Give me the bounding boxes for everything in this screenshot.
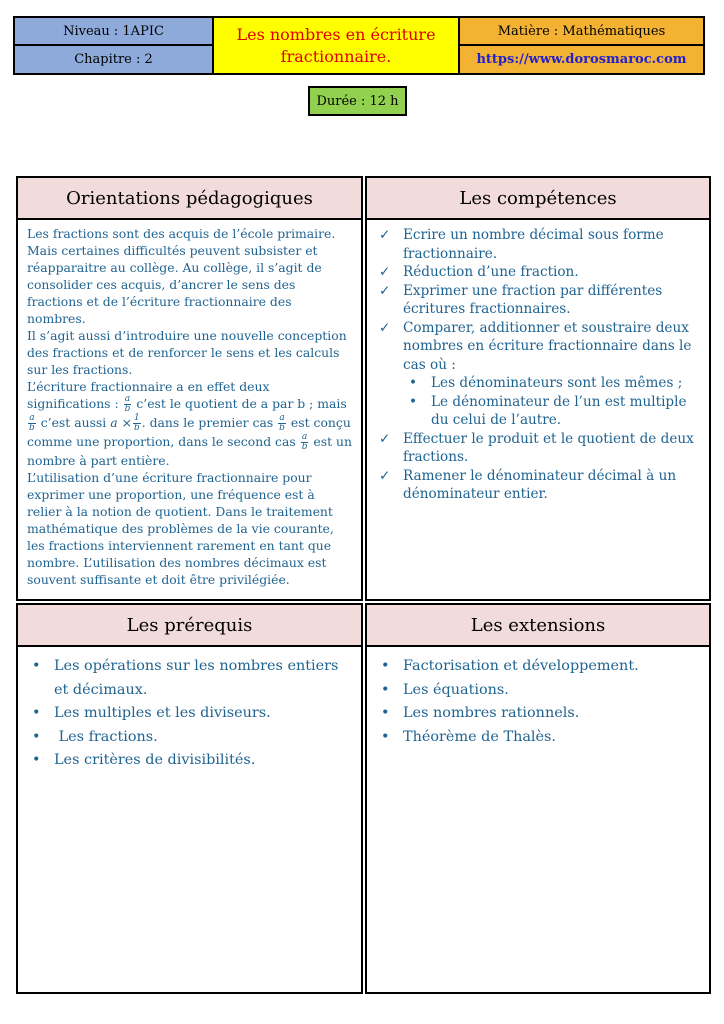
bullet-icon: • bbox=[32, 752, 41, 768]
list-item: • Factorisation et développement. bbox=[381, 655, 701, 679]
fraction-a-over-b: $\frac{a}{b}$ bbox=[29, 413, 35, 433]
list-item: ✓ Exprimer une fraction par différentes écritures fractionnaires. bbox=[379, 282, 663, 317]
duree-label: Durée : 12 h bbox=[316, 93, 399, 109]
check-icon: ✓ bbox=[379, 282, 391, 299]
chapitre-label: Chapitre : 2 bbox=[74, 52, 153, 67]
list-item: • Les opérations sur les nombres entiers et décimaux. bbox=[32, 655, 353, 702]
niveau-cell bbox=[13, 16, 214, 46]
fraction-a-over-b: $\frac{a}{b}$ bbox=[301, 432, 308, 452]
lesson-title-cell bbox=[212, 16, 460, 75]
website-cell bbox=[458, 44, 705, 75]
competences-heading: Les compétences bbox=[367, 178, 709, 220]
prerequis-panel bbox=[16, 603, 363, 994]
bullet-icon: • bbox=[381, 728, 390, 745]
website-link[interactable]: https://www.dorosmaroc.com bbox=[476, 52, 687, 67]
fraction-a-over-b: $\frac{a}{b}$ bbox=[279, 413, 285, 433]
orientations-paragraph-3: L’écriture fractionnaire a en effet deux significations : $\frac{a}{b}$ c’est le quotient de a par b ; mais $\frac{a}{b}$ c’est aussi a × $\frac{1}{b}$ . dans le premier cas $\frac{a}{b}$ est conçu comme une proportion, dans le second cas $\frac{a}{b}$ est un nombre à part entière. bbox=[27, 379, 352, 468]
math-a: a bbox=[110, 415, 118, 430]
bullet-icon: • bbox=[381, 705, 390, 721]
prerequis-list bbox=[18, 647, 361, 773]
list-item: ✓ Effectuer le produit et le quotient de deux fractions. bbox=[379, 430, 694, 465]
lesson-title-line2: fractionnaire. bbox=[280, 46, 392, 66]
list-item: • Les nombres rationnels. bbox=[381, 702, 701, 726]
orientations-heading: Orientations pédagogiques bbox=[18, 178, 361, 220]
bullet-icon: • bbox=[409, 375, 418, 391]
bullet-icon: • bbox=[32, 728, 41, 745]
niveau-label: Niveau : 1APIC bbox=[63, 23, 164, 39]
sub-list-item: • Le dénominateur de l’un est multiple du celui de l’autre. bbox=[409, 393, 687, 428]
bullet-icon: • bbox=[381, 658, 390, 674]
bullet-icon: • bbox=[32, 658, 41, 674]
prerequis-heading: Les prérequis bbox=[18, 605, 361, 647]
competences-panel bbox=[365, 176, 711, 601]
bullet-icon: • bbox=[32, 705, 41, 721]
sub-list-item: • Les dénominateurs sont les mêmes ; bbox=[409, 375, 683, 391]
list-item: ✓ Ecrire un nombre décimal sous forme fractionnaire. bbox=[379, 227, 664, 262]
check-icon: ✓ bbox=[379, 467, 391, 484]
math-times: × bbox=[121, 415, 132, 430]
matiere-label: Matière : Mathématiques bbox=[497, 23, 666, 39]
list-item: • Les multiples et les diviseurs. bbox=[32, 702, 353, 726]
orientations-panel bbox=[16, 176, 363, 601]
matiere-cell bbox=[458, 16, 705, 46]
orientations-paragraph-4: L’utilisation d’une écriture fractionnaire pour exprimer une proportion, une fréquence est à relier à la notion de quotient. Dans le traitement mathématique des problèmes de la vie courante, les fractions interviennent rarement en tant que nombre. L’utilisation des nombres décimaux est souvent suffisante et doit être privilégiée. bbox=[27, 470, 334, 587]
check-icon: ✓ bbox=[379, 227, 391, 243]
orientations-paragraph-1: Les fractions sont des acquis de l’école primaire. Mais certaines difficultés peuvent subsister et réapparaitre au collège. Au collège, il s’agit de consolider ces acquis, d’ancrer le sens des fractions et de l’écriture fractionnaire des nombres. bbox=[27, 226, 336, 326]
chapitre-cell bbox=[13, 44, 214, 75]
list-item: • Les critères de divisibilités. bbox=[32, 749, 353, 773]
orientations-paragraph-2: Il s’agit aussi d’introduire une nouvelle conception des fractions et de renforcer le sens et les calculs sur les fractions. bbox=[27, 328, 347, 377]
fraction-a-over-b: $\frac{a}{b}$ bbox=[124, 394, 131, 414]
list-item: ✓ Comparer, additionner et soustraire deux nombres en écriture fractionnaire dans le cas où : bbox=[379, 319, 692, 373]
competences-list bbox=[367, 220, 709, 504]
check-icon: ✓ bbox=[379, 430, 391, 447]
list-item: ✓ Ramener le dénominateur décimal à un dénominateur entier. bbox=[379, 467, 677, 502]
check-icon: ✓ bbox=[379, 264, 391, 280]
extensions-panel bbox=[365, 603, 711, 994]
list-item: • Théorème de Thalès. bbox=[381, 726, 701, 750]
bullet-icon: • bbox=[409, 393, 418, 410]
extensions-list bbox=[367, 647, 709, 749]
list-item: • Les fractions. bbox=[32, 726, 353, 750]
extensions-heading: Les extensions bbox=[367, 605, 709, 647]
bullet-icon: • bbox=[381, 681, 390, 698]
fraction-one-over-b: $\frac{1}{b}$ bbox=[133, 413, 140, 433]
duree-badge bbox=[308, 86, 407, 116]
orientations-body bbox=[18, 220, 361, 588]
check-icon: ✓ bbox=[379, 319, 391, 336]
list-item: • Les équations. bbox=[381, 679, 701, 703]
lesson-title-line1: Les nombres en écriture bbox=[236, 24, 436, 44]
list-item: ✓ Réduction d’une fraction. bbox=[379, 264, 579, 280]
